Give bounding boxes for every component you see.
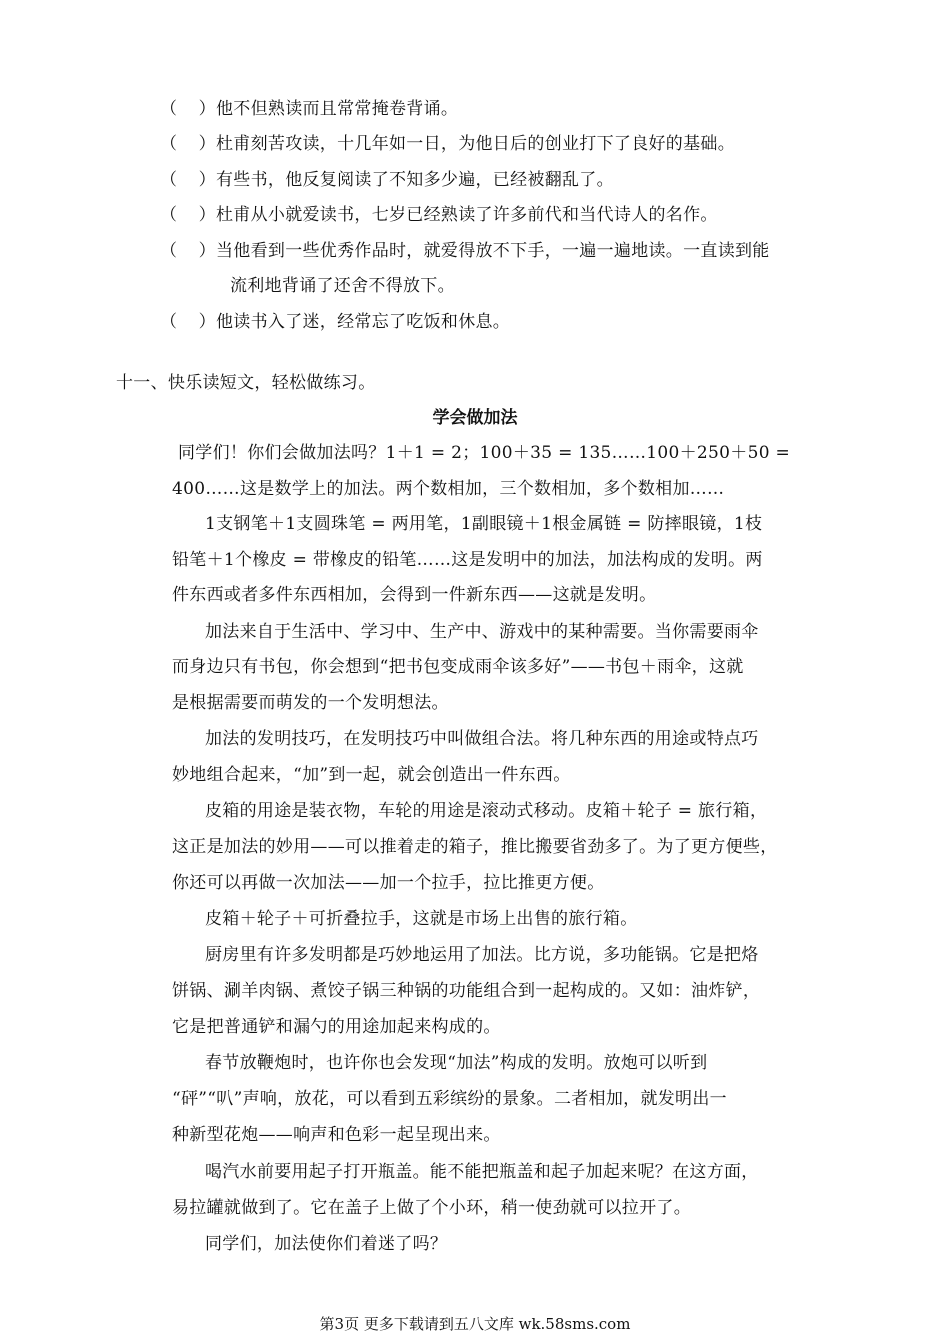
paragraph-line: 而身边只有书包，你会想到“把书包变成雨伞该多好”——书包＋雨伞，这就 (172, 657, 744, 677)
paragraph-line: 加法来自于生活中、学习中、生产中、游戏中的某种需要。当你需要雨伞 (205, 622, 759, 642)
paragraph-line: 件东西或者多件东西相加，会得到一件新东西——这就是发明。 (172, 585, 657, 605)
paragraph-line: 是根据需要而萌发的一个发明想法。 (172, 693, 449, 713)
paragraph-line: 同学们！你们会做加法吗？1＋1 = 2；100＋35 = 135……100＋250＋50 = (178, 443, 791, 463)
answer-bracket[interactable]: （ ） (160, 205, 216, 225)
item-text: 有些书，他反复阅读了不知多少遍，已经被翻乱了。 (216, 170, 614, 190)
article-title: 学会做加法 (432, 408, 518, 428)
paragraph-line: 铅笔＋1个橡皮 = 带橡皮的铅笔……这是发明中的加法，加法构成的发明。两 (172, 550, 763, 570)
answer-bracket[interactable]: （ ） (160, 99, 216, 119)
section-heading: 十一、快乐读短文，轻松做练习。 (116, 373, 376, 393)
answer-bracket[interactable]: （ ） (160, 134, 216, 154)
answer-bracket[interactable]: （ ） (160, 312, 216, 332)
paragraph-line: 皮箱＋轮子＋可折叠拉手，这就是市场上出售的旅行箱。 (205, 909, 638, 929)
paragraph-line: 它是把普通铲和漏勺的用途加起来构成的。 (172, 1017, 501, 1037)
item-text: 杜甫刻苦攻读，十几年如一日，为他日后的创业打下了良好的基础。 (216, 134, 735, 154)
paragraph-line: 同学们，加法使你们着迷了吗？ (205, 1234, 448, 1254)
item-text: 他读书入了迷，经常忘了吃饭和休息。 (216, 312, 511, 332)
answer-bracket[interactable]: （ ） (160, 241, 216, 261)
paragraph-line: 春节放鞭炮时，也许你也会发现“加法”构成的发明。放炮可以听到 (205, 1053, 708, 1073)
paragraph-line: 喝汽水前要用起子打开瓶盖。能不能把瓶盖和起子加起来呢？在这方面， (205, 1162, 759, 1182)
paragraph-line: 这正是加法的妙用——可以推着走的箱子，推比搬要省劲多了。为了更方便些， (172, 837, 778, 857)
paragraph-line: 易拉罐就做到了。它在盖子上做了个小环，稍一使劲就可以拉开了。 (172, 1198, 691, 1218)
paragraph-line: 1支钢笔＋1支圆珠笔 = 两用笔，1副眼镜＋1根金属链 = 防摔眼镜，1枝 (205, 514, 763, 534)
paragraph-line: 你还可以再做一次加法——加一个拉手，拉比推更方便。 (172, 873, 605, 893)
answer-bracket[interactable]: （ ） (160, 170, 216, 190)
paragraph-line: 种新型花炮——响声和色彩一起呈现出来。 (172, 1125, 501, 1145)
page-footer: 第3页 更多下载请到五八文库 wk.58sms.com (319, 1315, 631, 1333)
item-text: 杜甫从小就爱读书，七岁已经熟读了许多前代和当代诗人的名作。 (216, 205, 718, 225)
paragraph-line: 妙地组合起来，“加”到一起，就会创造出一件东西。 (172, 765, 571, 785)
item-text: 他不但熟读而且常常掩卷背诵。 (216, 99, 459, 119)
paragraph-line: 400……这是数学上的加法。两个数相加，三个数相加，多个数相加…… (172, 479, 725, 499)
paragraph-line: 饼锅、涮羊肉锅、煮饺子锅三种锅的功能组合到一起构成的。又如：油炸铲， (172, 981, 761, 1001)
paragraph-line: 厨房里有许多发明都是巧妙地运用了加法。比方说，多功能锅。它是把烙 (205, 945, 759, 965)
paragraph-line: 加法的发明技巧，在发明技巧中叫做组合法。将几种东西的用途或特点巧 (205, 729, 759, 749)
paragraph-line: “砰”“叭”声响，放花，可以看到五彩缤纷的景象。二者相加，就发明出一 (172, 1089, 727, 1109)
item-text-continued: 流利地背诵了还舍不得放下。 (230, 276, 455, 296)
paragraph-line: 皮箱的用途是装衣物，车轮的用途是滚动式移动。皮箱＋轮子 = 旅行箱， (205, 801, 768, 821)
item-text: 当他看到一些优秀作品时，就爱得放不下手，一遍一遍地读。一直读到能 (216, 241, 770, 261)
